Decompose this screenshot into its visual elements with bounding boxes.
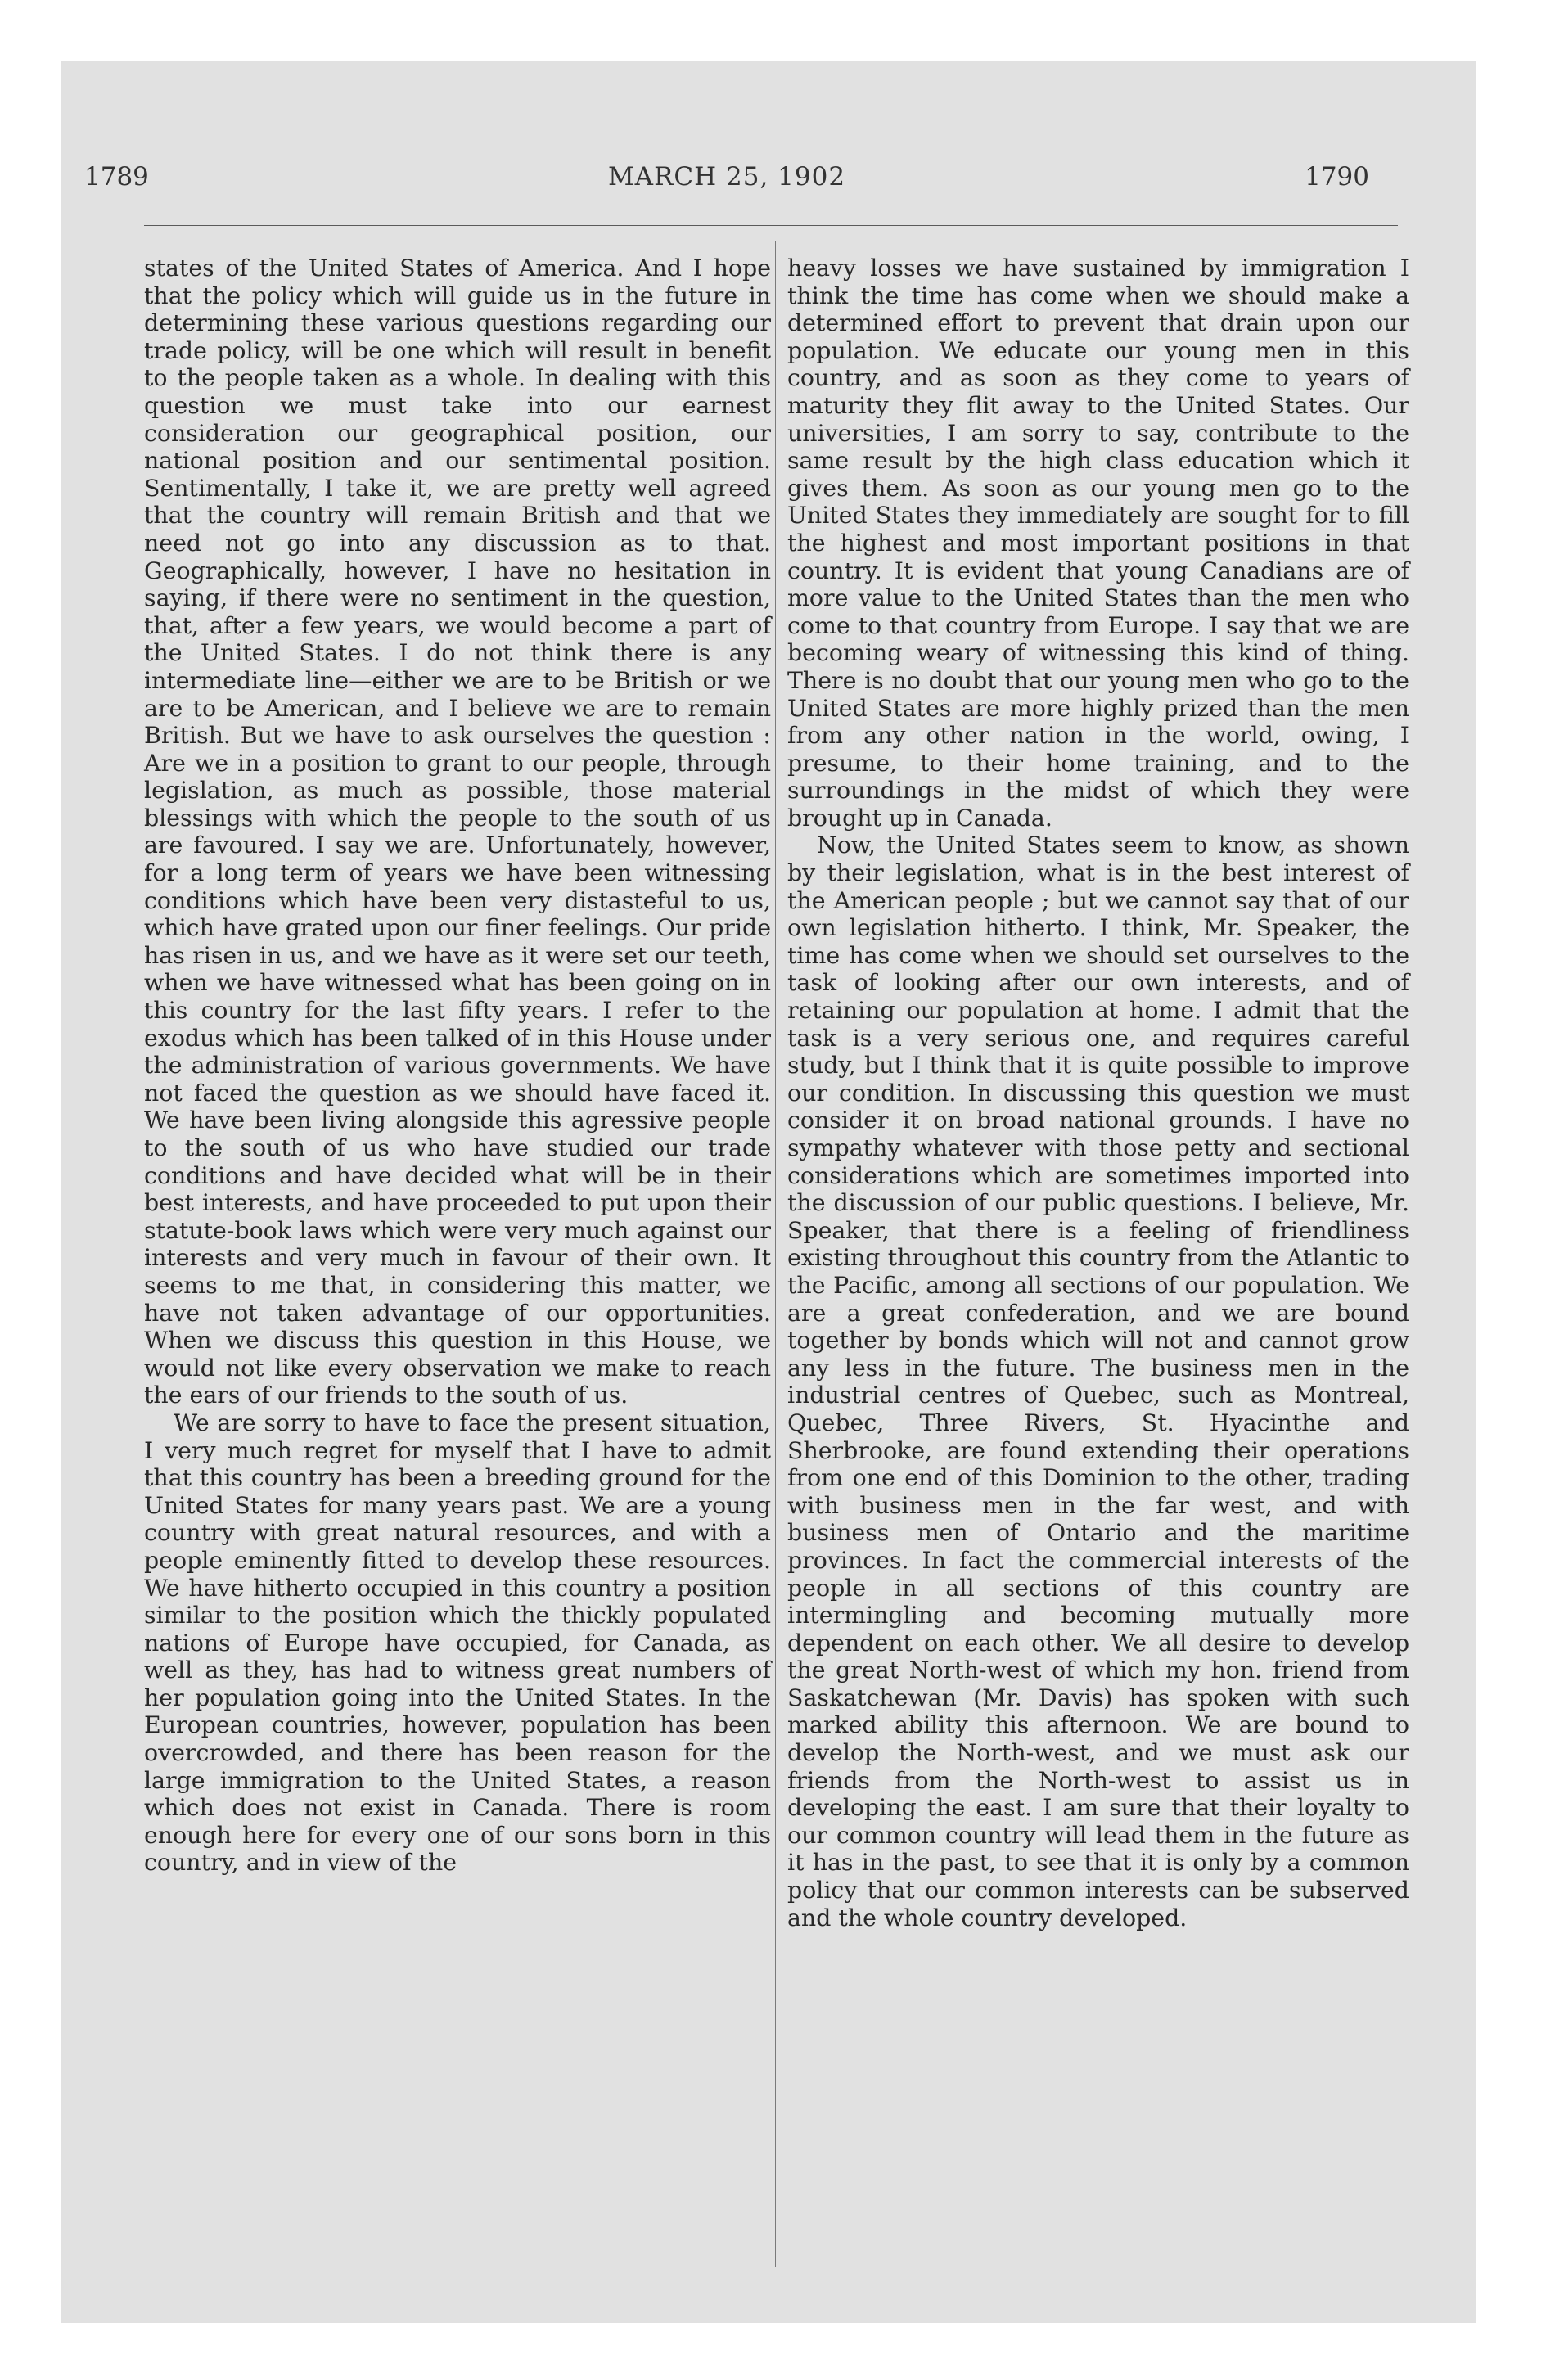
right-paragraph-2: Now, the United States seem to know, as shown by their legislation, what is in the best interest of the American people ; but we cannot say that of our own legislation hitherto. I think, Mr. Speaker, the time has come when we should set ourselves to the task of looking after our own interests, and of retaining our population at home. I admit that the task is a very serious one, and requires careful study, but I think that it is quite possible to improve our condition. In discussing this question we must consider it on broad national grounds. I have no sympathy whatever with those petty and sectional considerations which are sometimes imported into the discussion of our public questions. I believe, Mr. Speaker, that there is a feeling of friendliness existing throughout this country from the Atlantic to the Pacific, among all sections of our population. We are a great confederation, and we are bound together by bonds which will not and cannot grow any less in the future. The business men in the industrial centres of Quebec, such as Montreal, Quebec, Three Rivers, St. Hyacinthe and Sherbrooke, are found extending their operations from one end of this Dominion to the other, trading with business men in the far west, and with business men of Ontario and the maritime provinces. In fact the commercial interests of the people in all sections of this country are intermingling and becoming mutually more dependent on each other. We all desire to develop the great North-west of which my hon. friend from Saskatchewan (Mr. Davis) has spoken with such marked ability this afternoon. We are bound to develop the North-west, and we must ask our friends from the North-west to assist us in developing the east. I am sure that their loyalty to our common country will lead them in the future as it has in the past, to see that it is only by a common policy that our common interests can be subserved and the whole country developed. <box>787 832 1409 1931</box>
left-column <box>144 255 771 1877</box>
right-column <box>787 255 1409 1931</box>
page-number-right: 1790 <box>1305 162 1369 192</box>
column-divider <box>775 241 776 2267</box>
left-paragraph-1: states of the United States of America. And I hope that the policy which will guide us in the future in determining these various questions regarding our trade policy, will be one which will result in benefit to the people taken as a whole. In dealing with this question we must take into our earnest consideration our geographical position, our national position and our sentimental position. Sentimentally, I take it, we are pretty well agreed that the country will remain British and that we need not go into any discussion as to that. Geographically, however, I have no hesitation in saying, if there were no sentiment in the question, that, after a few years, we would become a part of the United States. I do not think there is any intermediate line—either we are to be British or we are to be American, and I believe we are to remain British. But we have to ask ourselves the question : Are we in a position to grant to our people, through legislation, as much as possible, those material blessings with which the people to the south of us are favoured. I say we are. Unfortunately, however, for a long term of years we have been witnessing conditions which have been very distasteful to us, which have grated upon our finer feelings. Our pride has risen in us, and we have as it were set our teeth, when we have witnessed what has been going on in this country for the last fifty years. I refer to the exodus which has been talked of in this House under the administration of various governments. We have not faced the question as we should have faced it. We have been living alongside this agressive people to the south of us who have studied our trade conditions and have decided what will be in their best interests, and have proceeded to put upon their statute-book laws which were very much against our interests and very much in favour of their own. It seems to me that, in considering this matter, we have not taken advantage of our opportunities. When we discuss this question in this House, we would not like every observation we make to reach the ears of our friends to the south of us. <box>144 255 771 1409</box>
page-date-title: MARCH 25, 1902 <box>607 162 846 192</box>
left-paragraph-2: We are sorry to have to face the present situation, I very much regret for myself that I have to admit that this country has been a breeding ground for the United States for many years past. We are a young country with great natural resources, and with a people eminently fitted to develop these resources. We have hitherto occupied in this country a position similar to the position which the thickly populated nations of Europe have occupied, for Canada, as well as they, has had to witness great numbers of her population going into the United States. In the European countries, however, population has been overcrowded, and there has been reason for the large immigration to the United States, a reason which does not exist in Canada. There is room enough here for every one of our sons born in this country, and in view of the <box>144 1409 771 1877</box>
header-rule <box>144 223 1398 226</box>
page-header <box>84 97 1369 192</box>
page-number-left: 1789 <box>84 162 149 192</box>
right-paragraph-1: heavy losses we have sustained by immigration I think the time has come when we should make a determined effort to prevent that drain upon our population. We educate our young men in this country, and as soon as they come to years of maturity they flit away to the United States. Our universities, I am sorry to say, contribute to the same result by the high class education which it gives them. As soon as our young men go to the United States they immediately are sought for to fill the highest and most important positions in that country. It is evident that young Canadians are of more value to the United States than the men who come to that country from Europe. I say that we are becoming weary of witnessing this kind of thing. There is no doubt that our young men who go to the United States are more highly prized than the men from any other nation in the world, owing, I presume, to their home training, and to the surroundings in the midst of which they were brought up in Canada. <box>787 255 1409 832</box>
